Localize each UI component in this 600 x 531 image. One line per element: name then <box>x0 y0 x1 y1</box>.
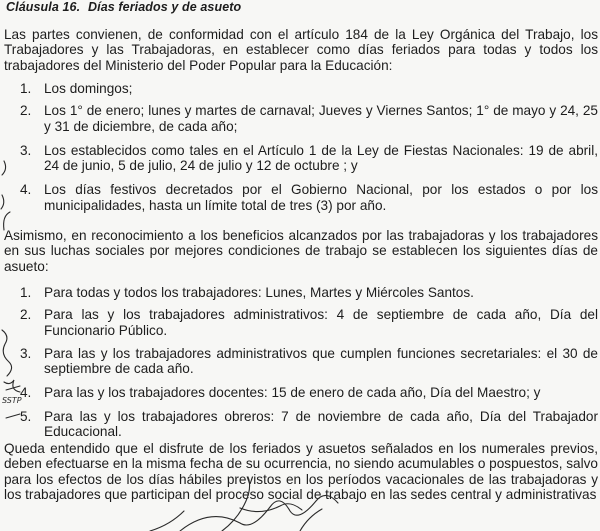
list-item: 3. Los establecidos como tales en el Artículo 1 de la Ley de Fiestas Nacionales: 19 de abril, 24 de junio, 5 de julio, 24 de julio y 12 de octubre ; y <box>20 142 598 174</box>
holidays-list <box>20 81 598 213</box>
margin-scribble <box>1 161 6 209</box>
margin-arrow <box>6 386 20 418</box>
list-item: 3. Para las y los trabajadores administrativos que cumplen funciones secretariales: el 30 de septiembre de cada año. <box>20 345 598 377</box>
asueto-paragraph: Asimismo, en reconocimiento a los beneficios alcanzados por las trabajadoras y los trabajadores en sus luchas sociales por mejores condiciones de trabajo se establecen los siguientes días de asueto: <box>4 228 598 274</box>
margin-scribble <box>4 380 20 392</box>
intro-paragraph: Las partes convienen, de conformidad con el artículo 184 de la Ley Orgánica del Trabajo, los Trabajadores y las Trabajadoras, en establecer como días feriados para todas y todos los trabajadores del Ministerio del Poder Popular para la Educación: <box>4 27 598 73</box>
signature-stroke <box>240 504 302 512</box>
signature-stroke <box>300 509 322 531</box>
list-item: 1. Para todas y todos los trabajadores: Lunes, Martes y Miércoles Santos. <box>20 285 474 300</box>
list-item: 5. Para las y los trabajadores obreros: 7 de noviembre de cada año, Día del Trabajador Educacional. <box>20 408 598 440</box>
list-item: 1. Los domingos; <box>20 81 133 96</box>
margin-note: SSTP <box>2 396 22 405</box>
signature-stroke <box>150 511 184 531</box>
clause-heading <box>6 0 241 14</box>
clause-title: Días feriados y de asueto <box>88 0 242 14</box>
list-item: 4. Los días festivos decretados por el Gobierno Nacional, por los estados o por los municipalidades, hasta un límite total de tres (3) por año. <box>20 182 598 213</box>
list-item: 2. Los 1° de enero; lunes y martes de carnaval; Jueves y Viernes Santos; 1° de mayo y 24, 25 y 31 de diciembre, de cada año; <box>20 103 598 134</box>
list-item: 2. Para las y los trabajadores administrativos: 4 de septiembre de cada año, Día del Funcionario Público. <box>20 307 598 338</box>
list-item: 4. Para las y los trabajadores docentes: 15 de enero de cada año, Día del Maestro; y <box>20 385 541 401</box>
margin-scribble <box>2 330 12 376</box>
clause-number: Cláusula 16. <box>6 0 81 14</box>
closing-paragraph: Queda entendido que el disfrute de los feriados y asuetos señalados en los numerales previos, deben efectuarse en la misma fecha de su ocurrencia, no siendo acumulables o pospuestos, salvo para los efectos de los días hábiles previstos en los períodos vacacionales de las trabajadoras y los trabajadores que participan del proceso social de trabajo en las sedes central y administrativas <box>4 441 598 502</box>
asueto-list <box>20 285 598 439</box>
